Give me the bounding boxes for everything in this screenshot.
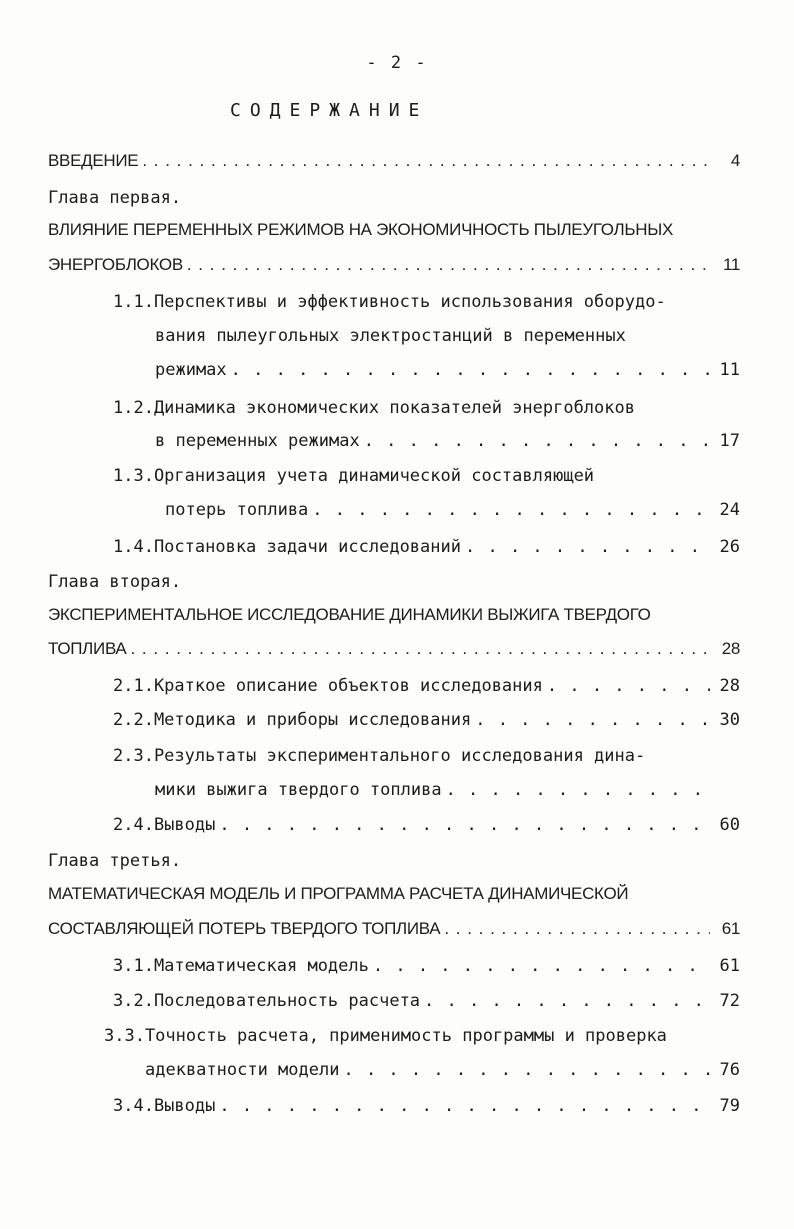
toc-entry-1-4[interactable]	[113, 535, 740, 559]
chapter-title: ЭКСПЕРИМЕНТАЛЬНОЕ ИССЛЕДОВАНИЕ ДИНАМИКИ ВЫЖИГА ТВЕРДОГО	[48, 605, 651, 624]
toc-page-number: 4	[730, 151, 740, 170]
dot-leader	[142, 149, 710, 173]
toc-entry-3-3[interactable]: 3.3.Точность расчета, применимость программы и проверка	[104, 1026, 667, 1046]
toc-entry-1-2[interactable]: 1.2.Динамика экономических показателей энергоблоков	[113, 398, 635, 418]
toc-entry-label: ТОПЛИВА	[48, 639, 127, 658]
toc-entry-label: потерь топлива	[165, 500, 309, 520]
dot-leader	[475, 708, 710, 732]
toc-page-number: 72	[719, 991, 740, 1011]
toc-entry-1-1[interactable]: 1.1.Перспективы и эффективность использования оборудо-	[113, 292, 666, 312]
toc-page-number: 60	[719, 815, 740, 835]
toc-entry-label: мики выжига твердого топлива	[155, 780, 442, 800]
toc-page-number: 61	[721, 919, 740, 938]
toc-entry-3-2[interactable]	[113, 989, 740, 1013]
toc-entry-label: ВВЕДЕНИЕ	[48, 151, 139, 170]
toc-entry-2-4[interactable]	[113, 813, 740, 837]
toc-entry-2-1[interactable]	[113, 674, 740, 698]
chapter-title: МАТЕМАТИЧЕСКАЯ МОДЕЛЬ И ПРОГРАММА РАСЧЕТА ДИНАМИЧЕСКОЙ	[48, 884, 629, 903]
toc-page-number: 28	[721, 639, 740, 658]
dot-leader	[444, 917, 710, 941]
chapter-heading: Глава первая.	[48, 188, 182, 208]
toc-entry-1-1-cont: вания пылеугольных электростанций в переменных	[155, 326, 626, 346]
dot-leader	[187, 253, 710, 277]
toc-page-number: 79	[719, 1096, 740, 1116]
toc-entry-label: 2.4.Выводы	[113, 815, 216, 835]
chapter-title: ВЛИЯНИЕ ПЕРЕМЕННЫХ РЕЖИМОВ НА ЭКОНОМИЧНОСТЬ ПЫЛЕУГОЛЬНЫХ	[48, 220, 674, 239]
toc-entry-label: 2.1.Краткое описание объектов исследования	[113, 676, 543, 696]
toc-entry-2-3[interactable]: 2.3.Результаты экспериментального исследования дина-	[113, 746, 646, 766]
toc-entry-intro[interactable]	[48, 149, 740, 173]
toc-entry-label: 2.2.Методика и приборы исследования	[113, 710, 472, 730]
toc-page-number: 30	[719, 710, 740, 730]
toc-entry-1-3-end[interactable]	[165, 498, 740, 522]
toc-entry-label: режимах	[155, 360, 227, 380]
toc-entry-chapter3[interactable]	[48, 917, 740, 941]
dot-leader	[219, 813, 710, 837]
dot-leader	[130, 637, 710, 661]
toc-entry-label: 1.4.Постановка задачи исследований	[113, 537, 461, 557]
chapter-heading: Глава третья.	[48, 851, 182, 871]
toc-entry-label: ЭНЕРГОБЛОКОВ	[48, 255, 183, 274]
toc-entry-3-1[interactable]	[113, 954, 740, 978]
toc-page-number: 61	[719, 956, 740, 976]
toc-entry-label: 3.2.Последовательность расчета	[113, 991, 421, 1011]
toc-page-number: 28	[719, 676, 740, 696]
chapter-heading: Глава вторая.	[48, 572, 182, 592]
toc-entry-label: СОСТАВЛЯЮЩЕЙ ПОТЕРЬ ТВЕРДОГО ТОПЛИВА	[48, 919, 441, 938]
dot-leader	[231, 358, 710, 382]
toc-entry-1-2-end[interactable]	[155, 429, 740, 453]
toc-entry-2-3-end[interactable]	[155, 778, 710, 802]
toc-entry-1-1-end[interactable]	[155, 358, 740, 382]
toc-entry-3-3-end[interactable]	[145, 1058, 740, 1082]
toc-page-number: 11	[719, 360, 740, 380]
toc-entry-chapter2[interactable]	[48, 637, 740, 661]
toc-page-number: 76	[719, 1060, 740, 1080]
dot-leader	[547, 674, 710, 698]
toc-entry-chapter1[interactable]	[48, 253, 740, 277]
toc-page-number: 24	[719, 500, 740, 520]
dot-leader	[312, 498, 710, 522]
toc-entry-3-4[interactable]	[113, 1094, 740, 1118]
dot-leader	[343, 1058, 710, 1082]
toc-page-number: 17	[719, 431, 740, 451]
toc-entry-label: в переменных режимах	[155, 431, 360, 451]
dot-leader	[446, 778, 706, 802]
toc-entry-label: 3.1.Математическая модель	[113, 956, 369, 976]
dot-leader	[364, 429, 710, 453]
toc-page-number: 26	[719, 537, 740, 557]
page-title: СОДЕРЖАНИЕ	[230, 100, 429, 121]
toc-entry-label: адекватности модели	[145, 1060, 340, 1080]
toc-page-number: 11	[722, 255, 740, 274]
page-number: - 2 -	[366, 53, 428, 73]
dot-leader	[373, 954, 710, 978]
dot-leader	[219, 1094, 710, 1118]
toc-entry-label: 3.4.Выводы	[113, 1096, 216, 1116]
dot-leader	[424, 989, 710, 1013]
dot-leader	[465, 535, 710, 559]
toc-entry-1-3[interactable]: 1.3.Организация учета динамической составляющей	[113, 466, 595, 486]
toc-entry-2-2[interactable]	[113, 708, 740, 732]
